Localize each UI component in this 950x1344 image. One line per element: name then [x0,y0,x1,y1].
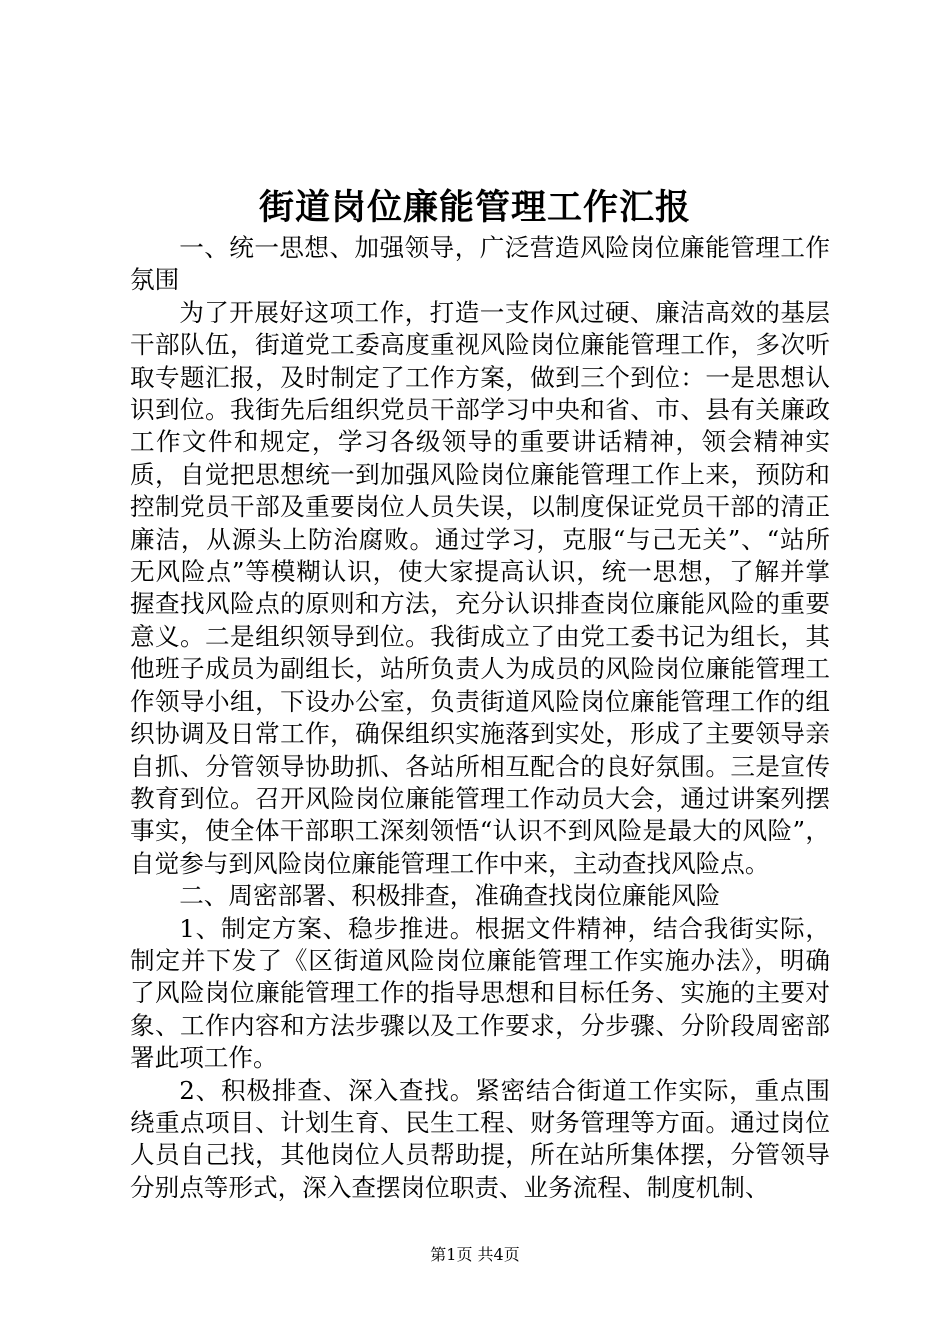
document-title: 街道岗位廉能管理工作汇报 [258,187,691,228]
page-footer: 第1页 共4页 [430,1245,520,1264]
section-heading-1: 一、统一思想、加强领导，广泛营造风险岗位廉能管理工作氛围 [130,233,830,295]
section-heading-2: 二、周密部署、积极排查，准确查找岗位廉能风险 [179,881,721,911]
body-paragraph: 1、制定方案、稳步推进。根据文件精神，结合我街实际，制定并下发了《区街道风险岗位廉能管理工作实施办法》，明确了风险岗位廉能管理工作的指导思想和目标任务、实施的主要对象、工作内容和方法步骤以及工作要求，分步骤、分阶段周密部署此项工作。 [130,913,830,1073]
body-paragraph: 2、积极排查、深入查找。紧密结合街道工作实际，重点围绕重点项目、计划生育、民生工程、财务管理等方面。通过岗位人员自己找，其他岗位人员帮助提，所在站所集体摆，分管领导分别点等形式，深入查摆岗位职责、业务流程、制度机制、 [130,1075,830,1202]
document-body [130,232,830,1204]
body-paragraph: 为了开展好这项工作，打造一支作风过硬、廉洁高效的基层干部队伍，街道党工委高度重视风险岗位廉能管理工作，多次听取专题汇报，及时制定了工作方案，做到三个到位：一是思想认识到位。我街先后组织党员干部学习中央和省、市、县有关廉政工作文件和规定，学习各级领导的重要讲话精神，领会精神实质，自觉把思想统一到加强风险岗位廉能管理工作上来，预防和控制党员干部及重要岗位人员失误，以制度保证党员干部的清正廉洁，从源头上防治腐败。通过学习，克服“与己无关”、“站所无风险点”等模糊认识，使大家提高认识，统一思想，了解并掌握查找风险点的原则和方法，充分认识排查岗位廉能风险的重要意义。二是组织领导到位。我街成立了由党工委书记为组长，其他班子成员为副组长，站所负责人为成员的风险岗位廉能管理工作领导小组，下设办公室，负责街道风险岗位廉能管理工作的组织协调及日常工作，确保组织实施落到实处，形成了主要领导亲自抓、分管领导协助抓、各站所相互配合的良好氛围。三是宣传教育到位。召开风险岗位廉能管理工作动员大会，通过讲案列摆事实，使全体干部职工深刻领悟“认识不到风险是最大的风险”，自觉参与到风险岗位廉能管理工作中来，主动查找风险点。 [130,297,830,878]
